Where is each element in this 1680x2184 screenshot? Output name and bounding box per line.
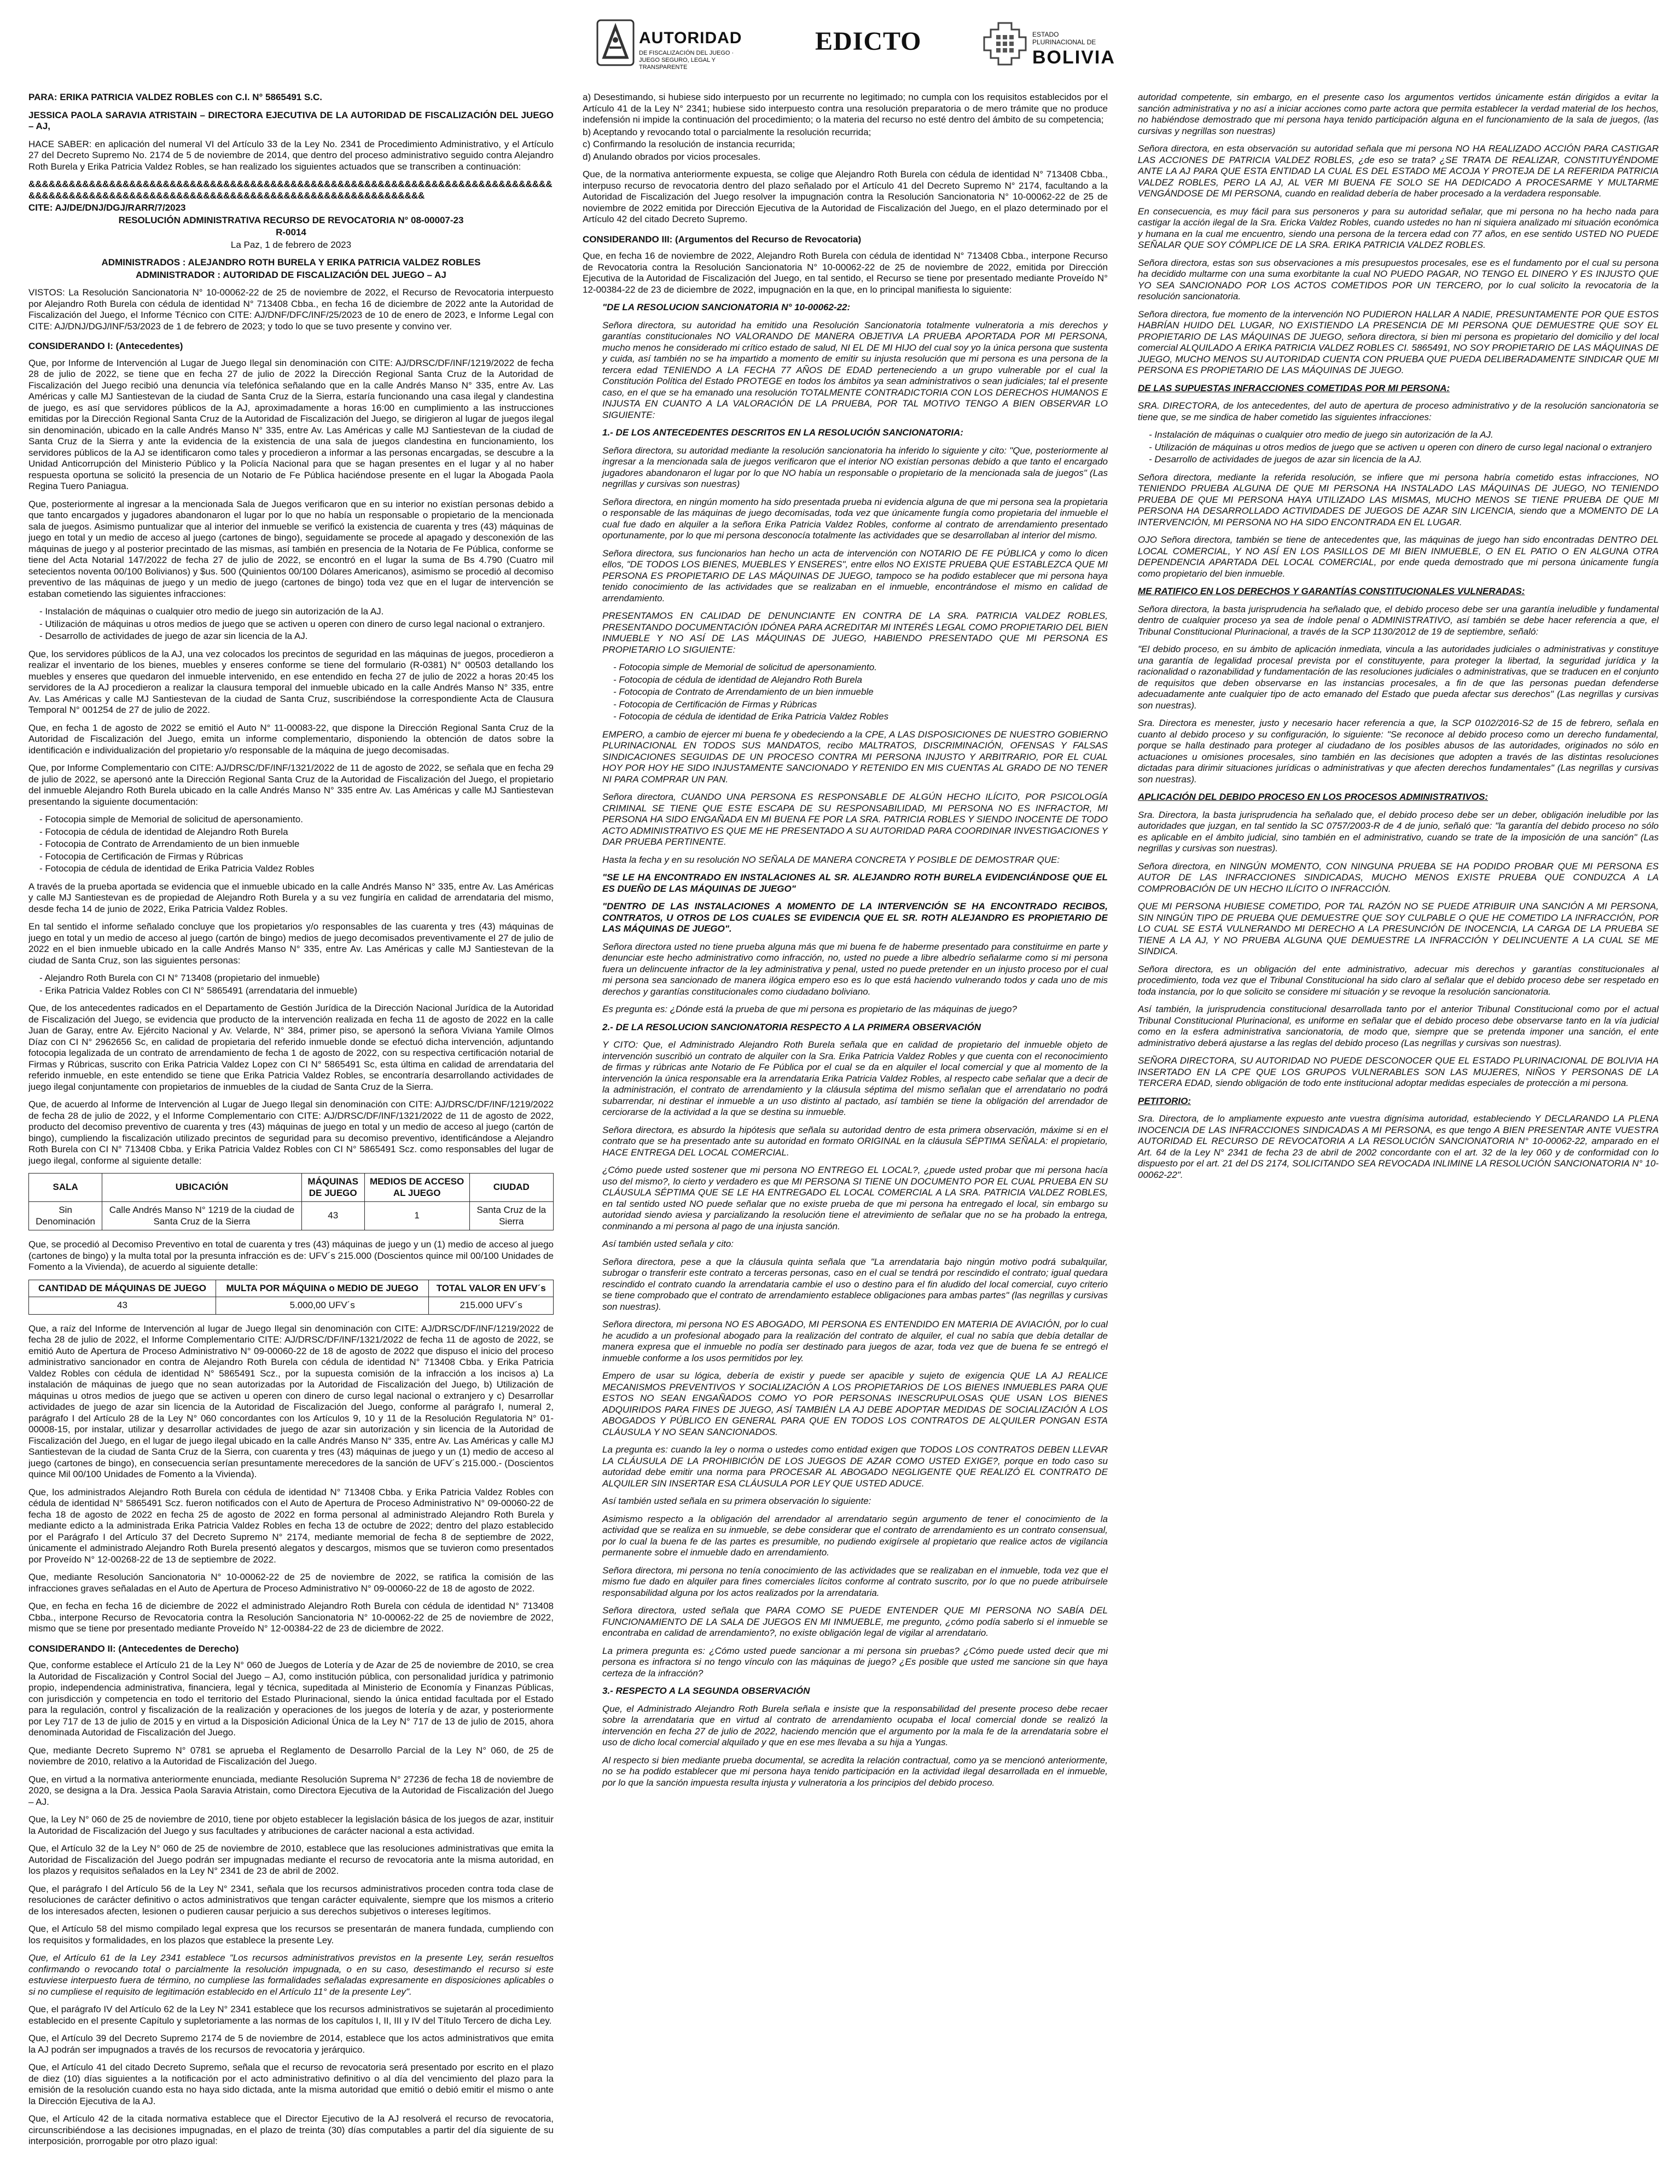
paragraph: Que, se procedió al Decomiso Preventivo en total de cuarenta y tres (43) máquinas de juego y un (1) medio de acceso al juego (cartones de bingo) y la multa total por la presunta infracción es de: UFV´s 215.000 (Doscientos quince mil 00/100 Unidades de Fomento a la Vivienda), de acuerdo al siguiente detalle: [28, 1239, 554, 1272]
cite-reference: CITE: AJ/DE/DNJ/DGJ/RARR/7/2023 [28, 202, 186, 213]
vistos-paragraph: VISTOS: La Resolución Sancionatoria N° 10-00062-22 de 25 de noviembre de 2022, el Recurso de Revocatoria interpuesto por Alejandro Roth Burela con cédula de identidad N° 713408 Cbba., en fecha 16 de diciembre de 2022 ante la Autoridad de Fiscalización del Juego, el Informe Técnico con CITE: AJ/DNF/DFC/INF/25/2023 de 10 de enero de 2023, e Informe Legal con CITE: AJ/DNJ/DGJ/INF/53/2023 de 1 de febrero de 2023; y todo lo que se tuvo presente y convino ver. [28, 287, 554, 332]
quote-paragraph: Señora directora, es un obligación del ente administrativo, adecuar mis derechos y garantías constitucionales al procedimiento, toda vez que el Tribunal Constitucional ha sido claro al señalar que el debido proceso debe ser respetado en toda instancia, por lo que solicito se considere mi situación y se revoque la resolución sancionatoria. [1138, 963, 1659, 997]
paragraph: Que, en fecha 16 de noviembre de 2022, Alejandro Roth Burela con cédula de identidad N° 713408 Cbba., interpone Recurso de Revocatoria contra la Resolución Sancionatoria N° 10-00062-22 de 25 de noviembre de 2022, emitida por Dirección Ejecutiva de la Autoridad de Fiscalización del Juego, en tal sentido, el Recurso se tiene por presentado mediante Proveído N° 12-00384-22 de 23 de diciembre de 2022, impugnación en la que, en lo principal manifiesta lo siguiente: [583, 251, 1108, 295]
list-item: - Fotocopia simple de Memorial de solicitud de apersonamiento. [39, 814, 554, 826]
quote-paragraph: Señora directora, CUANDO UNA PERSONA ES RESPONSABLE DE ALGÚN HECHO ILÍCITO, POR PSICOLOGÍA CRIMINAL SE TIENE QUE ESTE ESCAPA DE SU RESPONSABILIDAD, MI PERSONA NO ES INFRACTOR, MI PERSONA HA SIDO ENGAÑADA EN MI BUENA FE POR LA SRA. PATRICIA ROBLES Y SIENDO INOCENTE DE TODO ACTO ADMINISTRATIVO ES QUE ME HE PRESENTADO A SU AUTORIDAD PARA COORDINAR INVESTIGACIONES Y DAR PRUEBA PERTINENTE. [602, 792, 1108, 847]
quote-paragraph: Señora directora, usted señala que PARA COMO SE PUEDE ENTENDER QUE MI PERSONA NO SABÍA DEL FUNCIONAMIENTO DE LA SALA DE JUEGOS EN MI INMUEBLE, me pregunto, ¿cómo podía saberlo si el inmueble se encontraba en calidad de arrendamiento?, no existe obligación legal de vigilar al arrendatario. [602, 1605, 1108, 1638]
column-3 [1138, 92, 1659, 2171]
quote-paragraph: "DENTRO DE LAS INSTALACIONES A MOMENTO DE LA INTERVENCIÓN SE HA ENCONTRADO RECIBOS, CONTRATOS, U OTROS DE LOS CUALES SE EVIDENCIA QUE EL SR. ROTH ALEJANDRO ES PROPIETARIO DE LAS MÁQUINAS DE JUEGO". [602, 901, 1108, 934]
list-item: - Fotocopia de cédula de identidad de Erika Patricia Valdez Robles [39, 863, 554, 875]
quote-paragraph: La primera pregunta es: ¿Cómo usted puede sancionar a mi persona sin pruebas? ¿Cómo puede usted decir que mi persona es infractora si no tengo vínculo con las máquinas de juego? ¿Es posible que usted me sancione sin que haya certeza de la infracción? [602, 1645, 1108, 1678]
considerando-2-heading: CONSIDERANDO II: (Antecedentes de Derecho) [28, 1643, 239, 1654]
quote-heading: DE LAS SUPUESTAS INFRACCIONES COMETIDAS POR MI PERSONA: [1138, 382, 1450, 393]
table-header: CIUDAD [469, 1174, 553, 1202]
paragraph: Que, el Artículo 39 del Decreto Supremo 2174 de 5 de noviembre de 2014, establece que los actos administrativos que emita la AJ podrán ser impugnados a través de los recursos de revocatoria y jerárquico. [28, 2033, 554, 2055]
quote-heading: ME RATIFICO EN LOS DERECHOS Y GARANTÍAS CONSTITUCIONALES VULNERADAS: [1138, 586, 1525, 596]
quote-paragraph: PRESENTAMOS EN CALIDAD DE DENUNCIANTE EN CONTRA DE LA SRA. PATRICIA VALDEZ ROBLES, PRESENTANDO DOCUMENTACIÓN IDÓNEA PARA ACREDITAR MI INTERÉS LEGAL COMO PROPIETARIO DEL BIEN INMUEBLE Y NO ASÍ DE LAS MÁQUINAS DE JUEGO, HABIENDO PRESENTADO QUE MI PERSONA ES PROPIETARIO LO SIGUIENTE: [602, 611, 1108, 655]
quote-paragraph: Sra. Directora, la basta jurisprudencia ha señalado que, el debido proceso debe ser un deber, obligación ineludible por las autoridades que juzgan, en tal sentido la SC 0757/2003-R de 4 de junio, señaló que: "la garantía del debido proceso no sólo es aplicable en el ámbito judicial, sino también en el administrativo, cuando se trate de la imposición de una sanción" (Las negrillas y cursivas son nuestras). [1138, 809, 1659, 853]
list-item: d) Anulando obrados por vicios procesales. [583, 151, 761, 162]
document-title: EDICTO [815, 27, 922, 56]
quote-heading: "DE LA RESOLUCION SANCIONATORIA N° 10-00062-22: [602, 302, 851, 312]
resolution-number: R-0014 [276, 227, 306, 237]
hace-saber-paragraph: HACE SABER: en aplicación del numeral VI del Artículo 33 de la Ley No. 2341 de Procedimiento Administrativo, y el Artículo 27 del Decreto Supremo No. 2174 de 5 de noviembre de 2014, que dentro del proceso administrativo seguido contra Alejandro Roth Burela y Erika Patricia Valdez Robles, se han realizado los siguientes actuados que se transcriben a continuación: [28, 138, 554, 172]
quote-paragraph: Señora directora, mediante la referida resolución, se infiere que mi persona habría cometido estas infracciones, NO TENIENDO PRUEBA ALGUNA DE QUE MI PERSONA HA INSTALADO LAS MÁQUINAS DE JUEGO, NO TENIENDO PRUEBA DE QUE MI PERSONA HAYA UTILIZADO LAS MISMAS, MUCHO MENOS SE TIENE PRUEBA DE QUE MI PERSONA HA DESARROLLADO ACTIVIDADES DE JUEGOS DE AZAR SIN LICENCIA, siendo que a MOMENTO DE LA INTERVENCIÓN, MI PERSONA NO HA SIDO ENCONTRADA EN EL LUGAR. [1138, 472, 1659, 527]
list-item: - Alejandro Roth Burela con CI N° 713408 (propietario del inmueble) [39, 973, 554, 984]
quote-paragraph: Señora directora, la basta jurisprudencia ha señalado que, el debido proceso debe ser una garantía ineludible y fundamental dentro de cualquier proceso ya sea de índole penal o ADMINISTRATIVO, así también se debe hacer referencia a que, el Tribunal Constitucional Plurinacional, a través de la SCP 1130/2012 de 19 de septiembre, señaló: [1138, 603, 1659, 637]
quote-paragraph: Señora directora usted no tiene prueba alguna más que mi buena fe de haberme presentado para constituirme en parte y denunciar este hecho administrativo como infracción, no, usted no puede a libre albedrío señalarme como si mi persona fuera un delincuente infractor de la ley administrativa y penal, usted no puede pretender en un injusto proceso por el cual mi persona sea sancionado de manera ilógica empero eso es lo que está haciendo vulnerando todos y cada uno de mis derechos y garantías constitucionales como ciudadano boliviano. [602, 941, 1108, 997]
table-cell: 1 [364, 1202, 469, 1230]
recipient-line: PARA: ERIKA PATRICIA VALDEZ ROBLES con C.I. N° 5865491 S.C. [28, 92, 323, 102]
considerando-1-heading: CONSIDERANDO I: (Antecedentes) [28, 341, 183, 351]
paragraph: Que, el Artículo 32 de la Ley N° 060 de 25 de noviembre de 2010, establece que las resoluciones administrativas que emita la Autoridad de Fiscalización del Juego podrán ser impugnadas mediante el recurso de revocatoria ante la misma autoridad, en los plazos y requisitos señalados en la Ley N° 2341 de 23 de abril de 2002. [28, 1843, 554, 1876]
quote-paragraph: QUE MI PERSONA HUBIESE COMETIDO, POR TAL RAZÓN NO SE PUEDE ATRIBUIR UNA SANCIÓN A MI PERSONA, SIN NINGÚN TIPO DE PRUEBA QUE DEMUESTRE QUE SOY CULPABLE O QUE HE COMETIDO LA INFRACCIÓN, POR LO CUAL SE ESTÁ VULNERANDO MI DERECHO A LA PRESUNCIÓN DE INOCENCIA, LA CARGA DE LA PRUEBA SE TIENE A LA AJ, Y NO PRUEBA ALGUNA QUE DEMUESTRE LA INFRACCIÓN Y DELINCUENTE A LA CUAL SE ME SINDICA. [1138, 901, 1659, 956]
table-header: UBICACIÓN [102, 1174, 301, 1202]
paragraph: Que, por Informe de Intervención al Lugar de Juego Ilegal sin denominación con CITE: AJ/DRSC/DF/INF/1219/2022 de fecha 28 de julio de 2022, se tiene que en fecha 27 de julio de 2022 la Dirección Regional Santa Cruz de la Autoridad de Fiscalización del Juego recibió una denuncia vía telefónica señalando que en la calle Andrés Manso N° 335, entre Av. Las Américas y calle MJ Santiestevan de la ciudad de Santa Cruz de la Sierra, estaría funcionando una casa ilegal y clandestina de juego, es así que servidores públicos de la AJ, aproximadamente a horas 16:00 en cumplimiento a las instrucciones emitidas por la Dirección Regional Santa Cruz de la Autoridad de Fiscalización del Juego, se dirigieron al lugar de juegos ilegal sin denominación, ubicado en la calle Andrés Manso N° 335, entre Av. Las Américas y calle MJ Santiestevan de la ciudad de Santa Cruz de la Sierra y ante la evidencia de la existencia de una sala de juegos clandestina en funcionamiento, los servidores públicos de la AJ se identificaron como tales y procedieron a informar a las personas encargadas, se descubre a la Unidad Anticorrupción del Ministerio Público y la Policía Nacional para que se hagan presentes en el lugar y al no haber respuesta oportuna se solicitó la presencia de un Notario de Fe Pública haciéndose presente en el lugar la Abogada Paola Regina Tuero Paniagua. [28, 357, 554, 491]
paragraph: Que, por Informe Complementario con CITE: AJ/DRSC/DF/INF/1321/2022 de 11 de agosto de 2022, se señala que en fecha 29 de julio de 2022, se apersonó ante la Dirección Regional Santa Cruz de la Autoridad de Fiscalización del Juego, el propietario del inmueble Alejandro Roth Burela ubicado en la calle Andrés Manso N° 335 entre Av. Las Américas y calle MJ Santiestevan presentando la siguiente documentación: [28, 763, 554, 807]
paragraph: Que, de la normativa anteriormente expuesta, se colige que Alejandro Roth Burela con cédula de identidad N° 713408 Cbba., interpuso recurso de revocatoria dentro del plazo señalado por el Artículo 41 del Decreto Supremo N° 2174, facultando a la Autoridad de Fiscalización del Juego resolver la impugnación contra la Resolución Sancionatoria N° 10-00062-22 de 25 de noviembre de 2022 emitida por Dirección Ejecutiva de la Autoridad de Fiscalización del Juego, en el plazo determinado por el Artículo 42 del citado Decreto Supremo. [583, 169, 1108, 224]
table-cell: 43 [301, 1202, 364, 1230]
quote-paragraph: Señora directora, mi persona NO ES ABOGADO, MI PERSONA ES ENTENDIDO EN MATERIA DE AVIACIÓN, por lo cual he acudido a un profesional abogado para la realización del contrato de alquiler, el cual no sabía que debía detallar de manera expresa que el inmueble no podía ser destinado para juegos de azar, toda vez que de buena fe se entregó el inmueble conforme a los usos permitidos por ley. [602, 1319, 1108, 1363]
list-item: - Fotocopia simple de Memorial de solicitud de apersonamiento. [613, 662, 1108, 673]
quote-paragraph: Señora directora, fue momento de la intervención NO PUDIERON HALLAR A NADIE, PRESUNTAMENTE POR QUE ESTOS HABRÍAN HUIDO DEL LUGAR, NO EXISTIENDO LA PRESENCIA DE MI PERSONA QUE DEMUESTRE QUE SOY EL PROPIETARIO DE LAS MÁQUINAS DE JUEGO, señora directora, si bien mi persona es propietario del domicilio y del local comercial ALQUILADO A ERIKA PATRICIA VALDEZ ROBLES CI. 5865491, NO SOY PROPIETARIO DE LAS MÁQUINAS DE JUEGO, MUCHO MENOS SU AUTORIDAD CUENTA CON PRUEBA QUE PUEDA DELIBERADAMENTE SINDICAR QUE MI PERSONA ES PROPIETARIO DE LAS MÁQUINAS DE JUEGO. [1138, 309, 1659, 375]
page-header [0, 11, 1680, 77]
list-item: - Fotocopia de Contrato de Arrendamiento de un bien inmueble [39, 839, 554, 850]
quote-paragraph: En consecuencia, es muy fácil para sus personeros y para su autoridad señalar, que mi persona no ha hecho nada para castigar la acción ilegal de la Sra. Ericka Valdez Robles, cuando ustedes no han ni siquiera analizado mi situación económica y humana en la cual me encuentro, siendo una persona de la tercera edad con 77 años, en ese sentido USTED NO PUEDE SEÑALAR QUE SOY CÓMPLICE DE LA SRA. ERIKA PATRICIA VALDEZ ROBLES. [1138, 206, 1659, 250]
quote-paragraph: Sra. Directora, de lo ampliamente expuesto ante vuestra dignísima autoridad, estableciendo Y DECLARANDO LA PLENA INOCENCIA DE LAS INFRACCIONES SINDICADAS A MI PERSONA, es que tengo A BIEN PRESENTAR ANTE VUESTRA AUTORIDAD EL RECURSO DE REVOCATORIA A LA RESOLUCIÓN SANCIONATORIA N° 10-00062-22, amparado en el Art. 64 de la Ley N° 2341 de fecha 23 de abril de 2002 concordante con el art. 32 de la ley 060 y de conformidad con lo dispuesto por el art. 21 del DS 2174, SOLICITANDO SEA REVOCADA INLIMINE LA RESOLUCIÓN SANCIONATORIA N° 10-00062-22". [1138, 1113, 1659, 1180]
paragraph: Que, en fecha 1 de agosto de 2022 se emitió el Auto N° 11-00083-22, que dispone la Dirección Regional Santa Cruz de la Autoridad de Fiscalización del Juego, emita un informe complementario, disponiendo la obtención de datos sobre la identificación e individualización del propietario y/o responsable de la máquina de juego decomisadas. [28, 722, 554, 756]
resolution-title: RESOLUCIÓN ADMINISTRATIVA RECURSO DE REVOCATORIA N° 08-00007-23 [118, 214, 464, 225]
quote-paragraph: Así también usted señala en su primera observación lo siguiente: [602, 1496, 871, 1506]
quote-paragraph: Hasta la fecha y en su resolución NO SEÑALA DE MANERA CONCRETA Y POSIBLE DE DEMOSTRAR QUE: [602, 854, 1060, 865]
list-item: c) Confirmando la resolución de instancia recurrida; [583, 139, 795, 149]
list-item: - Fotocopia de Certificación de Firmas y Rúbricas [613, 699, 1108, 711]
list-item: - Utilización de máquinas u otros medios de juego que se activen u operen con dinero de curso legal nacional o extranjero. [39, 619, 554, 630]
resolution-date: La Paz, 1 de febrero de 2023 [230, 239, 352, 250]
paragraph: Que, los administrados Alejandro Roth Burela con cédula de identidad N° 713408 Cbba. y Erika Patricia Valdez Robles con cédula de identidad N° 5865491 Scz. fueron notificados con el Auto de Apertura de Proceso Administrativo N° 09-00060-22 de fecha 18 de agosto de 2022 en fecha 25 de agosto de 2022 en forma personal al administrado Alejandro Roth Burela y mediante edicto a la administrada Erika Patricia Valdez Robles en fecha 13 de octubre de 2022; dentro del plazo establecido por el Parágrafo I del Artículo 37 del Decreto Supremo N° 2174, mediante memorial de fecha 8 de septiembre de 2022, únicamente el administrado Alejandro Roth Burela presentó alegatos y descargos, mismos que se tuvieron como presentados por Proveído N° 12-00268-22 de 13 de septiembre de 2022. [28, 1486, 554, 1565]
aj-tagline: DE FISCALIZACIÓN DEL JUEGO · JUEGO SEGURO, LEGAL Y TRANSPARENTE [639, 50, 734, 71]
bolivia-chakana-icon [982, 21, 1028, 67]
quote-paragraph: Asimismo respecto a la obligación del arrendador al arrendatario según argumento de tener el conocimiento de la actividad que se realiza en su inmueble, se debe considerar que el contrato de arrendamiento es un contrato consensual, por lo cual la buena fe de las partes es presumible, no pudiendo exigírsele al propietario que realice actos de vigilancia permanente sobre el inmueble dado en arrendamiento. [602, 1513, 1108, 1558]
paragraph: En tal sentido el informe señalado concluye que los propietarios y/o responsables de las cuarenta y tres (43) máquinas de juego en total y un medio de acceso al juego (cartón de bingo) medios de juego decomisados preventivamente el 27 de julio de 2022 en el bien inmueble ubicado en la calle Andrés Manso N° 335, entre Av. Las Américas y calle MJ Santiestevan de la ciudad de Santa Cruz, son las siguientes personas: [28, 921, 554, 966]
responsibles-list [39, 973, 554, 996]
quote-paragraph: EMPERO, a cambio de ejercer mi buena fe y obedeciendo a la CPE, A LAS DISPOSICIONES DE NUESTRO GOBIERNO PLURINACIONAL EN TODOS SUS MANDATOS, recibo MALTRATOS, DISCRIMINACIÓN, OFENSAS Y FALSAS SINDICACIONES SEGUIDAS DE UN PROCESO CONTRA MI PERSONA INJUSTO Y ARBITRARIO, POR EL CUAL HOY POR HOY HE SIDO INJUSTAMENTE SANCIONADO Y RETENIDO EN MIS CUENTAS AL GRADO DE NO TENER NI PARA COMPRAR UN PAN. [602, 729, 1108, 785]
quote-paragraph: Señora directora, sus funcionarios han hecho un acta de intervención con NOTARIO DE FE PÚBLICA y como lo dicen ellos, "DE TODOS LOS BIENES, MUEBLES Y ENSERES", entre ellos NO EXISTE PRUEBA QUE ESTABLEZCA QUE MI PERSONA ES PROPIETARIO DE LAS MÁQUINAS DE JUEGO, tampoco se ha podido establecer que mi persona haya tenido conocimiento de las actividades que se realizaban en el inmueble, encontrándose el mismo en calidad de arrendamiento. [602, 548, 1108, 603]
quote-heading: APLICACIÓN DEL DEBIDO PROCESO EN LOS PROCESOS ADMINISTRATIVOS: [1138, 792, 1489, 802]
quote-documents-list [613, 662, 1108, 723]
list-item: - Fotocopia de cédula de identidad de Erika Patricia Valdez Robles [613, 711, 1108, 723]
quote-paragraph: Señora directora, su autoridad ha emitido una Resolución Sancionatoria totalmente vulneratoria a mis derechos y garantías constitucionales NO VALORANDO DE MANERA OBJETIVA LA PRUEBA APORTADA POR MI PERSONA, mucho menos he considerado mi crítico estado de salud, NI EL DE MI HIJO del cual soy yo la única persona que sustenta y cuida, así también no se ha impartido a momento de emitir su injusta resolución que mi persona es una persona de la tercera edad TENIENDO A LA FECHA 77 AÑOS DE EDAD perteneciendo a un grupo vulnerable por el cual la Constitución Política del Estado PROTEGE en todos los ámbitos ya sean administrativos o sean judiciales; tal el presente caso, en el que se ha emanado una resolución TOTALMENTE CONTRADICTORIA CON LOS DERECHOS HUMANOS E INJUSTA EN CUANTO A LA VALORACIÓN DE LA PRUEBA, POR TAL MOTIVO TENGO A BIEN OBSERVAR LO SIGUIENTE: [602, 320, 1108, 420]
aj-emblem-icon [596, 19, 635, 66]
list-item: - Fotocopia de cédula de identidad de Alejandro Roth Burela [39, 827, 554, 838]
paragraph: Que, los servidores públicos de la AJ, una vez colocados los precintos de seguridad en las máquinas de juegos, procedieron a realizar el inventario de los bienes, muebles y enseres conforme se tiene del formulario (R-0381) N° 00503 detallando los muebles y enseres que quedaron del inmueble intervenido, en ese entendido en fecha 27 de julio de 2022 a horas 20:45 los servidores de la AJ procedieron a realizar la clausura temporal del inmueble ubicado en la calle Andrés Manso N° 335, entre Av. Las Américas y calle MJ Santiestevan de la ciudad de Santa Cruz, suscribiéndose la correspondiente Acta de Clausura Temporal N° 001254 de 27 de julio de 2022. [28, 648, 554, 715]
issuer-line: JESSICA PAOLA SARAVIA ATRISTAIN – DIRECTORA EJECUTIVA DE LA AUTORIDAD DE FISCALIZACIÓN DEL JUEGO – AJ, [28, 109, 554, 131]
list-item: - Instalación de máquinas o cualquier otro medio de juego sin autorización de la AJ. [39, 606, 554, 618]
paragraph: Que, mediante Resolución Sancionatoria N° 10-00062-22 de 25 de noviembre de 2022, se ratifica la comisión de las infracciones graves señaladas en el Auto de Apertura de Proceso Administrativo N° 09-00060-22 de 18 de agosto de 2022. [28, 1572, 554, 1594]
quote-paragraph: autoridad competente, sin embargo, en el presente caso los argumentos vertidos únicamente están dirigidos a evitar la sanción administrativa y no así a iniciar acciones como parte actora que permita establecer la verdad material de los hechos, no habiéndose demostrado que mi persona haya tenido participación alguna en el funcionamiento de la sala de juegos, (las cursivas y negrillas son nuestras) [1138, 92, 1659, 136]
paragraph: Que, el parágrafo IV del Artículo 62 de la Ley N° 2341 establece que los recursos administrativos se sujetarán al procedimiento establecido en el presente Capítulo y supletoriamente a las normas de los capítulos I, II, III y IV del Título Tercero de dicha Ley. [28, 2004, 554, 2026]
table-cell: 215.000 UFV´s [429, 1297, 554, 1315]
table-cell: Santa Cruz de la Sierra [469, 1202, 553, 1230]
documents-list [39, 814, 554, 875]
bolivia-logo [982, 19, 1113, 71]
bolivia-name: BOLIVIA [1032, 47, 1115, 68]
table-header: MULTA POR MÁQUINA o MEDIO DE JUEGO [216, 1280, 428, 1297]
considerando-3-heading: CONSIDERANDO III: (Argumentos del Recurso de Revocatoria) [583, 234, 862, 245]
infractions-list [39, 606, 554, 642]
paragraph: Que, en virtud a la normativa anteriormente enunciada, mediante Resolución Suprema N° 27236 de fecha 18 de noviembre de 2020, se designa a la Dra. Jessica Paola Saravia Atristain, como Directora Ejecutiva de la Autoridad de Fiscalización del Juego – AJ. [28, 1774, 554, 1807]
bolivia-state-label: ESTADO PLURINACIONAL DE [1032, 31, 1096, 46]
paragraph: A través de la prueba aportada se evidencia que el inmueble ubicado en la calle Andrés Manso N° 335, entre Av. Las Américas y calle MJ Santiestevan es de propiedad de Alejandro Roth Burela y a su vez fungiría en calidad de arrendataria del mismo, desde fecha 14 de junio de 2022, Erika Patricia Valdez Robles. [28, 881, 554, 914]
paragraph: Que, de los antecedentes radicados en el Departamento de Gestión Jurídica de la Dirección Nacional Jurídica de la Autoridad de Fiscalización del Juego, se evidencia que producto de la intervención realizada en fecha 11 de agosto de 2022 en la calle Juan de Garay, entre Av. Ejército Nacional y Av. Velarde, N° 384, primer piso, se apersonó la señora Viviana Yamile Olmos Díaz con CI N° 2962656 Sc, en calidad de propietaria del referido inmueble donde se efectuó dicha intervención, adjuntando fotocopia legalizada de un contrato de arrendamiento de fecha 1 de agosto de 2022, con su respectiva certificación notarial de Firmas y Rúbricas, suscrito con Erika Patricia Valdez Lopez con CI N° 5865491 Sc, esta última en calidad de arrendataria del referido inmueble, en este entendido se tiene que Erika Patricia Valdez Robles, se encontraría desarrollando actividades de juego ilegal conjuntamente con propietarios de inmuebles de la ciudad de Santa Cruz de la Sierra. [28, 1003, 554, 1092]
aj-name: AUTORIDAD [639, 29, 742, 47]
quote-paragraph: SEÑORA DIRECTORA, SU AUTORIDAD NO PUEDE DESCONOCER QUE EL ESTADO PLURINACIONAL DE BOLIVIA HA INSERTADO EN LA CPE QUE LOS GRUPOS VULNERABLES SON LAS MUJERES, NIÑOS Y PERSONAS DE LA TERCERA EDAD, siendo obligación de todo ente institucional adoptar medidas especiales de protección a mi persona. [1138, 1055, 1659, 1088]
paragraph: Que, de acuerdo al Informe de Intervención al Lugar de Juego Ilegal sin denominación con CITE: AJ/DRSC/DF/INF/1219/2022 de fecha 28 de julio de 2022, y el Informe Complementario con CITE: AJ/DRSC/DF/INF/1321/2022 de 11 de agosto de 2022, producto del decomiso preventivo de cuarenta y tres (43) máquinas de juego en total y un medio de acceso al juego (cartón de bingo), cumpliendo la fiscalización utilizado precintos de seguridad para su decomiso preventivo, identificándose a Alejandro Roth Burela con CI N° 713408 Cbba. y Erika Patricia Valdez Robles con CI N° 5865491 Scz. como responsables del lugar de juego ilegal, conforme al siguiente detalle: [28, 1099, 554, 1166]
quote-paragraph: Señora directora, es absurdo la hipótesis que señala su autoridad dentro de esta primera observación, máxime si en el contrato que se ha presentado ante su autoridad en formato ORIGINAL en la cláusula SÉPTIMA SEÑALA: el propietario, HACE ENTREGA DEL LOCAL COMERCIAL. [602, 1124, 1108, 1158]
list-item: - Utilización de máquinas u otros medios de juego que se activen u operen con dinero de curso legal nacional o extranjero [1149, 442, 1659, 454]
table-header: TOTAL VALOR EN UFV´s [429, 1280, 554, 1297]
paragraph: Que, en fecha en fecha 16 de diciembre de 2022 el administrado Alejandro Roth Burela con cédula de identidad N° 713408 Cbba., interpone Recurso de Revocatoria contra la Resolución Sancionatoria N° 10-00062-22 de 25 de noviembre de 2022, mismo que se tiene por presentado mediante Proveído N° 12-00384-22 de 23 de diciembre de 2022. [28, 1601, 554, 1634]
alleged-infractions-list [1149, 429, 1659, 466]
paragraph: Que, el Artículo 42 de la citada normativa establece que el Director Ejecutivo de la AJ resolverá el recurso de revocatoria, circunscribiéndose a las decisiones impugnadas, en el plazo de treinta (30) días computables a partir del día siguiente de su interposición, prorrogable por otro plazo igual: [28, 2113, 554, 2146]
list-item: - Instalación de máquinas o cualquier otro medio de juego sin autorización de la AJ. [1149, 429, 1659, 441]
table-header-row [29, 1174, 554, 1202]
table-header: MÁQUINAS DE JUEGO [301, 1174, 364, 1202]
quote-paragraph: Señora directora, en NINGÚN MOMENTO, CON NINGUNA PRUEBA SE HA PODIDO PROBAR QUE MI PERSONA ES AUTOR DE LAS INFRACCIONES SINDICADAS, MUCHO MENOS EXISTE PRUEBA QUE CONDUZCA A LA COMPROBACIÓN DE UN HECHO ILÍCITO O INFRACCIÓN. [1138, 861, 1659, 894]
list-item: - Fotocopia de Certificación de Firmas y Rúbricas [39, 851, 554, 863]
paragraph: Que, el Artículo 41 del citado Decreto Supremo, señala que el recurso de revocatoria será presentado por escrito en el plazo de diez (10) días siguientes a la notificación por el acto administrativo definitivo o al día del vencimiento del plazo para la emisión de la resolución cuando esta no haya sido dictada, ante la misma autoridad que emitió o debió emitir el mismo o ante la Dirección Ejecutiva de la AJ. [28, 2062, 554, 2106]
table-cell: 43 [29, 1297, 216, 1315]
quote-paragraph: "El debido proceso, en su ámbito de aplicación inmediata, vincula a las autoridades judiciales o administrativas y constituye una garantía de legalidad procesal prevista por el constituyente, para proteger la libertad, la seguridad jurídica y la racionalidad o razonabilidad y fundamentación de las resoluciones judiciales o administrativas, que se traducen en el conjunto de requisitos que deben observarse en las instancias procesales, a fin de que las personas puedan defenderse adecuadamente ante cualquier tipo de acto emanado del Estado que pueda afectar sus derechos" (Las negrillas y cursivas son nuestras). [1138, 644, 1659, 711]
quote-paragraph: Así también usted señala y cito: [602, 1239, 734, 1249]
separator-ampersands: &&&&&&&&&&&&&&&&&&&&&&&&&&&&&&&&&&&&&&&&&&&&&&&&&&&&&&&&&&&&&&&&&&&&&&&&&&&&&&&&&&&&&&&&&&&&&&&&&&&&&&&&&&&&&&&&&&&&&&&&&&&&&&&&&&&&&&&&& [28, 179, 553, 201]
appeal-quote-continued [1138, 92, 1659, 1181]
table-cell: 5.000,00 UFV´s [216, 1297, 428, 1315]
list-item: - Desarrollo de actividades de juegos de azar sin licencia de la AJ. [1149, 454, 1659, 466]
paragraph: Que, el Artículo 61 de la Ley 2341 establece "Los recursos administrativos previstos en la presente Ley, serán resueltos confirmando o revocando total o parcialmente la resolución impugnada, o en su caso, desestimando el recurso si este estuviese interpuesto fuera de término, no cumpliese las formalidades señaladas expresamente en disposiciones aplicables o si no cumpliese el requisito de legitimación establecido en el Artículo 11° de la presente Ley". [28, 1953, 554, 1997]
table-header: SALA [29, 1174, 102, 1202]
table-header: MEDIOS DE ACCESO AL JUEGO [364, 1174, 469, 1202]
table-row [29, 1297, 554, 1315]
quote-paragraph: OJO Señora directora, también se tiene de antecedentes que, las máquinas de juego han sido encontradas DENTRO DEL LOCAL COMERCIAL, Y NO ASÍ EN LOS PASILLOS DE MI BIEN INMUEBLE, O EN EL PATIO O EN ALGUNA OTRA DEPENDENCIA APARTADA DEL LOCAL COMERCIAL, por ende queda demostrado que mi persona únicamente fungía como propietario del bien inmueble. [1138, 535, 1659, 579]
quote-paragraph: Que, el Administrado Alejandro Roth Burela señala e insiste que la responsabilidad del presente proceso debe recaer sobre la arrendataria que en virtud al contrato de arrendamiento ocupaba el local comercial donde se realizó la intervención en fecha 27 de julio de 2022, haciendo mención que el argumento por la mala fe de la arrendataria sobre el uso de dicho local comercial alquilado y que en ese mes llevaba a su hija a Yungas. [602, 1703, 1108, 1747]
quote-paragraph: Señora directora, estas son sus observaciones a mis presupuestos procesales, ese es el fundamento por el cual su persona ha decidido multarme con una suma exorbitante la cual NO PUEDO PAGAR, NO TENGO EL DINERO Y ES INJUSTO QUE YO SEA SANCIONADO POR LOS ACTOS COMETIDOS POR UN TERCERO, por lo cual solicito la revocatoria de la resolución sancionatoria. [1138, 257, 1659, 301]
quote-paragraph: "SE LE HA ENCONTRADO EN INSTALACIONES AL SR. ALEJANDRO ROTH BURELA EVIDENCIÁNDOSE QUE EL ES DUEÑO DE LAS MÁQUINAS DE JUEGO" [602, 872, 1108, 894]
list-item: - Fotocopia de cédula de identidad de Alejandro Roth Burela [613, 675, 1108, 686]
list-item: - Desarrollo de actividades de juego de azar sin licencia de la AJ. [39, 631, 554, 642]
paragraph: Que, la Ley N° 060 de 25 de noviembre de 2010, tiene por objeto establecer la legislación básica de los juegos de azar, instituir la Autoridad de Fiscalización del Juego y sus facultades y atribuciones de carácter nacional a esta actividad. [28, 1814, 554, 1836]
administrador-line: ADMINISTRADOR : AUTORIDAD DE FISCALIZACIÓN DEL JUEGO – AJ [136, 269, 446, 280]
quote-heading: 3.- RESPECTO A LA SEGUNDA OBSERVACIÓN [602, 1686, 810, 1696]
quote-paragraph: Señora directora, mi persona no tenía conocimiento de las actividades que se realizaban en el inmueble, toda vez que el mismo fue dado en alquiler para fines comerciales lícitos conforme al contrato suscrito, por lo que no puede atribuírsele responsabilidad alguna por los actos realizados por la arrendataria. [602, 1565, 1108, 1598]
administrados-line: ADMINISTRADOS : ALEJANDRO ROTH BURELA Y ERIKA PATRICIA VALDEZ ROBLES [101, 257, 481, 268]
quote-paragraph: Así también, la jurisprudencia constitucional desarrollada tanto por el anterior Tribunal Constitucional como por el actual Tribunal Constitucional Plurinacional, es uniforme en señalar que el debido proceso debe observarse tanto en la vía judicial como en la esfera administrativa sancionatoria, de modo que, siempre que se pretenda imponer una sanción, el ente administrativo deberá ajustarse a las reglas del debido proceso (Las negrillas y cursivas son nuestras). [1138, 1004, 1659, 1048]
paragraph: Que, posteriormente al ingresar a la mencionada Sala de Juegos verificaron que en su interior no existían personas debido a que tanto encargados y jugadores abandonaron el lugar por lo que no había un responsable o propietario de la mencionada sala de juegos. Asimismo puntualizar que al interior del inmueble se verificó la existencia de cuarenta y tres (43) máquinas de juego en total y un medio de acceso al juego (cartones de bingo), seguidamente se procede al apagado y desconexión de las máquinas de juego y al posterior precintado de las mismas, así también en presencia de la Notaria de Fe Pública, conforme se tiene del Acta Notarial 147/2022 de fecha 27 de julio de 2022, se encontró en el lugar la suma de Bs 4.790 (Cuatro mil setecientos noventa 00/100 Bolivianos) y $us. 500 (Quinientos 00/100 Dólares Americanos), asimismo se procedió al decomiso preventivo de las máquinas de juego y un medio de juego (cartones de bingo) toda vez que en el lugar de intervención se estaban cometiendo las siguientes infracciones: [28, 498, 554, 599]
paragraph: Que, el parágrafo I del Artículo 56 de la Ley N° 2341, señala que los recursos administrativos proceden contra toda clase de resoluciones de carácter definitivo o actos administrativos que tengan carácter equivalente, siempre que los mismos a criterio de los interesados afecten, lesionen o pudieren causar perjuicio a sus derechos subjetivos o intereses legítimos. [28, 1883, 554, 1916]
quote-paragraph: Es pregunta es: ¿Dónde está la prueba de que mi persona es propietario de las máquinas de juego? [602, 1004, 1017, 1014]
quote-paragraph: SRA. DIRECTORA, de los antecedentes, del auto de apertura de proceso administrativo y de la resolución sancionatoria se tiene que, se me sindica de haber cometido las siguientes infracciones: [1138, 400, 1659, 422]
seizure-table [28, 1173, 554, 1230]
table-header-row [29, 1280, 554, 1297]
list-item: - Erika Patricia Valdez Robles con CI N° 5865491 (arrendataria del inmueble) [39, 985, 554, 997]
petitorio-heading: PETITORIO: [1138, 1095, 1191, 1106]
paragraph: Que, a raíz del Informe de Intervención al lugar de Juego Ilegal sin denominación con CITE: AJ/DRSC/DF/INF/1219/2022 de fecha 28 de julio de 2022, el Informe Complementario CITE: AJ/DRSC/DF/INF/1321/2022 de fecha 11 de agosto de 2022, se emitió Auto de Apertura de Proceso Administrativo N° 09-00060-22 de 18 de agosto de 2022 que dispuso el inicio del proceso administrativo sancionador en contra de Alejandro Roth Burela con cédula de identidad N° 713408 Cbba. y Erika Patricia Valdez Robles con cédula de identidad N° 5865491 Scz., por la supuesta comisión de la infracción a los incisos a) La instalación de máquinas de juego que no sean autorizadas por la Autoridad de Fiscalización del Juego, b) Utilización de máquinas u otros medios de juego que se activen u operen con dinero de curso legal nacional o extranjero y c) Desarrollar actividades de juego de azar sin licencia de la Autoridad de Fiscalización del Juego, conforme al parágrafo I, numeral 2, parágrafo I del Artículo 28 de la Ley N° 060 concordantes con los Artículos 9, 10 y 11 de la Resolución Regulatoria N° 01-00008-15, por instalar, utilizar y desarrollar actividades de juego de azar sin autorización y sin licencia de la Autoridad de Fiscalización del Juego, en el lugar de juego ilegal ubicado en la calle Andrés Manso N° 335, entre Av. Las Américas y calle MJ Santiestevan de la ciudad de Santa Cruz de la Sierra, con cuarenta y tres (43) máquinas de juego y un (1) medio de acceso al juego (cartones de bingo), en consecuencia serían presuntamente merecedores de la sanción de UFV´s 215.000.- (Doscientos quince Mil 00/100 Unidades de Fomento a la Vivienda). [28, 1323, 554, 1479]
column-2 [583, 92, 1108, 2171]
quote-paragraph: Señora directora, su autoridad mediante la resolución sancionatoria ha inferido lo siguiente y cito: "Que, posteriormente al ingresar a la mencionada sala de juegos verificaron que el interior NO existían personas debido a que tanto el encargado jugadores abandonaron el lugar por lo que NO había un responsable o propietario de la mencionada sala de juegos" (Las negrillas y cursivas son nuestras) [602, 445, 1108, 489]
quote-paragraph: La pregunta es: cuando la ley o norma o ustedes como entidad exigen que TODOS LOS CONTRATOS DEBEN LLEVAR LA CLÁUSULA DE LA PROHIBICIÓN DE LOS JUEGOS DE AZAR COMO USTED EXIGE?, porque en todo caso su autoridad debe emitir una norma para PROCESAR AL ABOGADO NEGLIGENTE QUE REALIZÓ EL CONTRATO DE ALQUILER SIN INSERTAR ESA CLÁUSULA POR LEY QUE USTED ADUCE. [602, 1444, 1108, 1489]
paragraph: Que, conforme establece el Artículo 21 de la Ley N° 060 de Juegos de Lotería y de Azar de 25 de noviembre de 2010, se crea la Autoridad de Fiscalización y Control Social del Juego – AJ, como institución pública, con personalidad jurídica y patrimonio propio, independencia administrativa, financiera, legal y técnica, supeditada al Ministerio de Economía y Finanzas Públicas, con jurisdicción y competencia en todo el territorio del Estado Plurinacional, siendo la única entidad facultada por el Estado para la regulación, control y fiscalización de la realización y operaciones de los juegos de lotería y de azar, y posteriormente por Ley 717 de 13 de julio de 2015 y en virtud a la Disposición Adicional Única de la Ley N° 717 de 13 de julio de 2015, ahora denominada Autoridad de Fiscalización del Juego. [28, 1660, 554, 1738]
quote-paragraph: Señora directora, pese a que la cláusula quinta señala que "La arrendataria bajo ningún motivo podrá subalquilar, subrogar o transferir este contrato a terceras personas, caso en el cual se tendrá por rescindido el contrato; igual quedara rescindido el contrato cuando la arrendataria cambie el uso o destino para el fin aludido del local comercial, cuyo criterio se tiene comprobado que el contrato de arrendamiento establece obligaciones para ambas partes" (las negrillas y cursivas son nuestras). [602, 1256, 1108, 1312]
quote-paragraph: ¿Cómo puede usted sostener que mi persona NO ENTREGO EL LOCAL?, ¿puede usted probar que mi persona hacía uso del mismo?, lo cierto y verdadero es que MI PERSONA SI TIENE UN DOCUMENTO POR EL CUAL PRUEBA EN SU CLÁUSULA SÉPTIMA QUE SE LE HA ENTREGADO EL LOCAL COMERCIAL A LA SRA. PATRICIA VALDEZ ROBLES, en tal sentido usted NO puede señalar que no existe prueba de que mi persona ha entregado el local, sin embargo su autoridad siendo aviesa y parcializando la resolución tiene el atrevimiento de señalar que no se ha probado la entrega, conminando a mi persona al pago de una injusta sanción. [602, 1165, 1108, 1232]
table-row [29, 1202, 554, 1230]
quote-paragraph: Señora directora, en esta observación su autoridad señala que mi persona NO HA REALIZADO ACCIÓN PARA CASTIGAR LAS ACCIONES DE PATRICIA VALDEZ ROBLES, ¿de eso se trata? ¿SE TRATA DE REALIZAR, CONSTITUYÉNDOME ANTE LA AJ PARA QUE ESTA ENTIDAD LA CUAL ES DEL ESTADO ME ACOJA Y PROTEJA DE LA REFERIDA PATRICIA VALDEZ ROBLES, PERO LA AJ, AL VER MI BUENA FE SOLO SE HA DEDICADO A PROCESARME Y MULTARME VENGÁNDOSE DE MI PERSONA, cuando en realidad debería de haber procesado a la verdadera responsable. [1138, 143, 1659, 199]
paragraph: Que, mediante Decreto Supremo N° 0781 se aprueba el Reglamento de Desarrollo Parcial de la Ley N° 060, de 25 de noviembre de 2010, relativo a la Autoridad de Fiscalización del Juego. [28, 1745, 554, 1767]
quote-heading: 2.- DE LA RESOLUCION SANCIONATORIA RESPECTO A LA PRIMERA OBSERVACIÓN [602, 1021, 981, 1032]
list-item: b) Aceptando y revocando total o parcialmente la resolución recurrida; [583, 126, 871, 137]
quote-paragraph: Empero de usar su lógica, debería de existir y puede ser apacible y sujeto de exigencia QUE LA AJ REALICE MECANISMOS PREVENTIVOS Y SOCIALIZACIÓN A LOS PROPIETARIOS DE LOS BIENES INMUEBLES PARA QUE ESTOS NO SEAN ENGAÑADOS COMO YO POR PERSONAS INESCRUPULOSAS QUE USAN LOS BIENES ADQUIRIDOS PARA FINES DE JUEGO, ASÍ TAMBIÉN LA AJ DEBE ADOPTAR MEDIDAS DE SOCIALIZACIÓN A LOS ABOGADOS Y PÚBLICO EN GENERAL PARA QUE EN TODOS LOS CONTRATOS DE ALQUILER PONGAN ESTA CLÁUSULA Y NO SEAN SANCIONADOS. [602, 1370, 1108, 1437]
table-header: CANTIDAD DE MÁQUINAS DE JUEGO [29, 1280, 216, 1297]
table-cell: Calle Andrés Manso N° 1219 de la ciudad de Santa Cruz de la Sierra [102, 1202, 301, 1230]
list-item: - Fotocopia de Contrato de Arrendamiento de un bien inmueble [613, 687, 1108, 698]
quote-paragraph: Señora directora, en ningún momento ha sido presentada prueba ni evidencia alguna de que mi persona sea la propietaria o responsable de las máquinas de juego decomisadas, toda vez que únicamente fungía como propietaria del inmueble el cual fue dado en alquiler a la señora Erika Patricia Valdez Robles, conforme al contrato de arrendamiento presentado oportunamente, por lo que mi persona desconocía totalmente las actividades que se desarrollaban al interior del mismo. [602, 496, 1108, 541]
quote-paragraph: Y CITO: Que, el Administrado Alejandro Roth Burela señala que en calidad de propietario del inmueble objeto de intervención suscribió un contrato de alquiler con la Sra. Erika Patricia Valdez Robles y que cuenta con el reconocimiento de firmas y rúbricas ante Notario de Fe Pública por el cual se da en alquiler el local comercial y que al momento de la intervención la única responsable era la arrendataria Erika Patricia Valdez Robles, al respecto cabe señalar que a decir de la administración, el contrato de arrendamiento y la cláusula séptima del mismo señalan que el arrendatario no podrá subarrendar, ni destinar el inmueble a un uso distinto al pactado, así también se tiene la obligación del arrendador de cerciorarse de la actividad a la que se destina su inmueble. [602, 1039, 1108, 1117]
quote-heading: 1.- DE LOS ANTECEDENTES DESCRITOS EN LA RESOLUCIÓN SANCIONATORIA: [602, 427, 963, 438]
table-cell: Sin Denominación [29, 1202, 102, 1230]
quote-paragraph: Sra. Directora es menester, justo y necesario hacer referencia a que, la SCP 0102/2016-S2 de 15 de febrero, señala en cuanto al debido proceso y su configuración, lo siguiente: "Se reconoce al debido proceso como un derecho fundamental, porque se halla destinado para proteger al ciudadano de los posibles abusos de las autoridades, originados no sólo en actuaciones u omisiones procesales, sino también en las decisiones que adopten a través de las distintas resoluciones dictadas para dirimir situaciones jurídicas o administrativas y que afecten derechos fundamentales" (Las negrillas y cursivas son nuestras). [1138, 718, 1659, 785]
list-item: a) Desestimando, si hubiese sido interpuesto por un recurrente no legitimado; no cumpla con los requisitos establecidos por el Artículo 41 de la Ley N° 2341; hubiese sido interpuesto contra una resolución preparatoria o de mero trámite que no produce indefensión ni impide la continuación del procedimiento; o la materia del recurso no esté dentro del ámbito de su competencia; [583, 92, 1108, 125]
paragraph: Que, el Artículo 58 del mismo compilado legal expresa que los recursos se presentarán de manera fundada, cumpliendo con los requisitos y formalidades, en los plazos que establece la presente Ley. [28, 1924, 554, 1945]
column-1 [28, 92, 554, 2171]
aj-logo [596, 19, 742, 71]
quote-paragraph: Al respecto si bien mediante prueba documental, se acredita la relación contractual, como ya se mencionó anteriormente, no se ha podido establecer que mi persona haya tenido participación en la actividad ilegal desarrollada en el inmueble, por lo que la sanción impuesta resulta injusta y vulneratoria a los principios del debido proceso. [602, 1755, 1108, 1788]
appeal-quote [583, 302, 1108, 1788]
fine-table [28, 1280, 554, 1315]
